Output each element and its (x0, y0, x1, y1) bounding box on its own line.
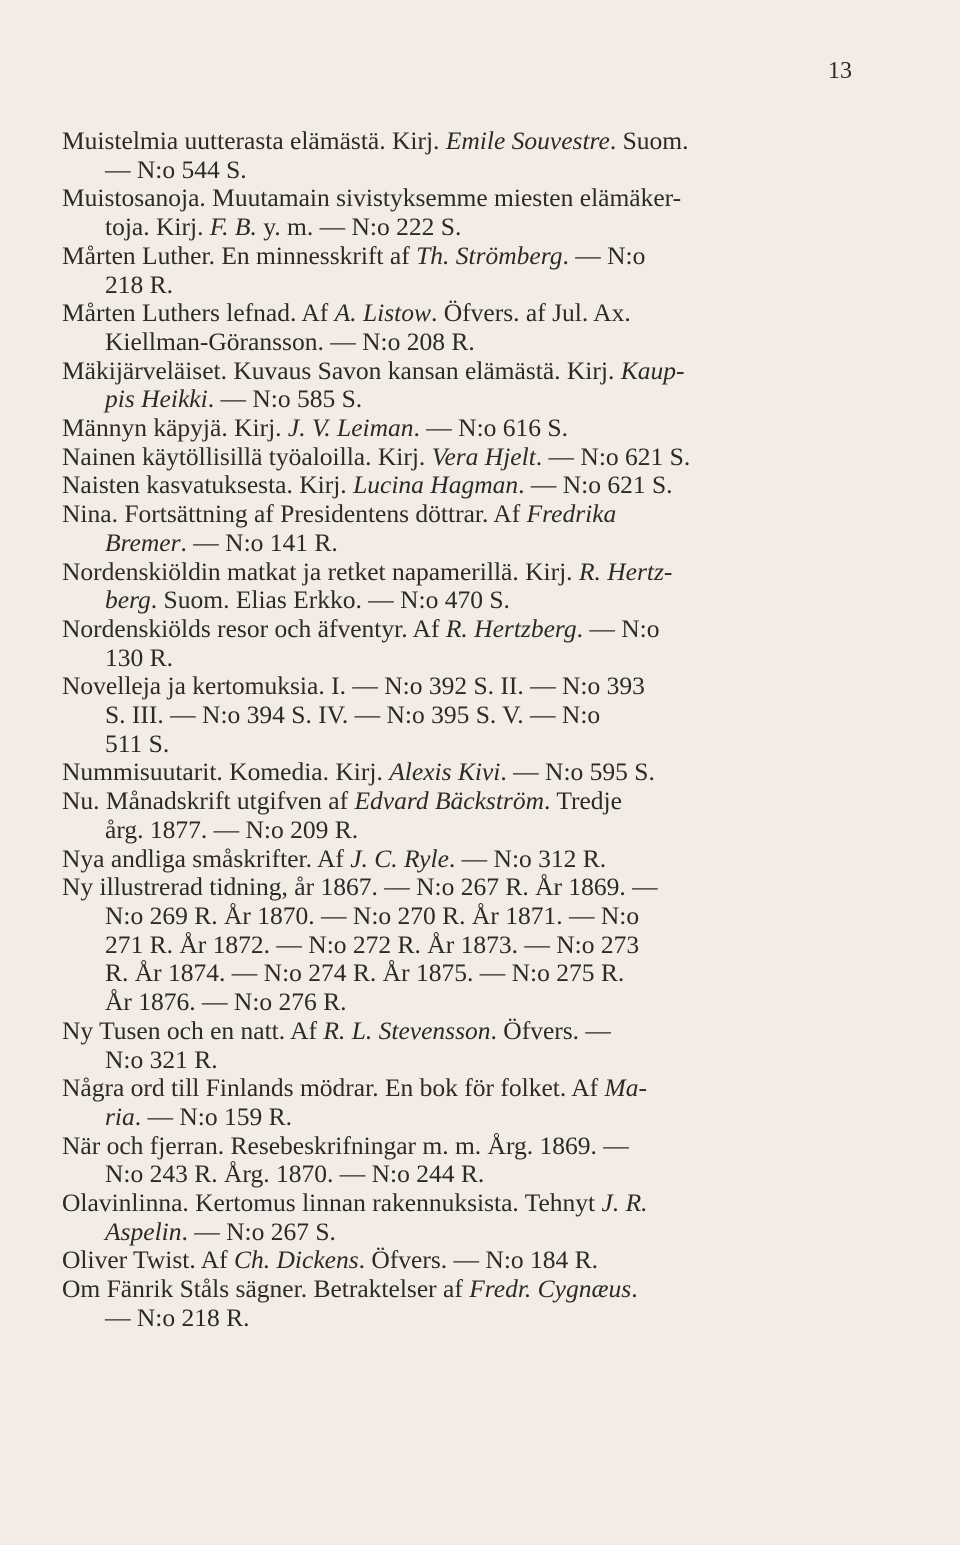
entry-text: N:o 243 R. Årg. 1870. — N:o 244 R. (105, 1159, 485, 1189)
entry-italic-text: Fredr. Cygnæus (469, 1274, 632, 1304)
entry-italic-text: pis Heikki (105, 384, 208, 414)
entry-line (62, 988, 862, 1017)
entry-text: . (631, 1274, 638, 1304)
entry-line (62, 845, 862, 874)
entry-text: 271 R. År 1872. — N:o 272 R. År 1873. — N:o 273 (105, 929, 640, 959)
entry-line (62, 1074, 862, 1103)
entry-text: Muistelmia uutterasta elämästä. Kirj. (62, 126, 446, 155)
catalog-entry (62, 758, 862, 787)
entry-text: Nummisuutarit. Komedia. Kirj. (62, 757, 390, 787)
entry-line (62, 443, 862, 472)
entry-text: 218 R. (105, 269, 174, 299)
entry-text: . — N:o 159 R. (134, 1101, 293, 1131)
entry-text: . — N:o 312 R. (448, 843, 607, 873)
entry-line (62, 931, 862, 960)
entry-text: Mäkijärveläiset. Kuvaus Savon kansan elämästä. Kirj. (62, 355, 621, 385)
entry-italic-text: Kaup- (620, 355, 685, 385)
catalog-entry (62, 1132, 862, 1189)
entry-line (62, 242, 862, 271)
entry-line (62, 1046, 862, 1075)
entry-text: Ny Tusen och en natt. Af (62, 1015, 324, 1045)
entry-line (62, 644, 862, 673)
entry-line (62, 1246, 862, 1275)
entry-line (62, 701, 862, 730)
entry-text: Nina. Fortsättning af Presidentens döttrar. Af (62, 499, 527, 529)
entry-italic-text: J. R. (601, 1188, 648, 1218)
entry-text: . Suom. Elias Erkko. — N:o 470 S. (150, 585, 510, 615)
entry-line (62, 471, 862, 500)
entry-text: . — N:o 267 S. (181, 1216, 336, 1246)
entry-italic-text: Emile Souvestre (445, 126, 610, 155)
entry-text: . Tredje (544, 786, 622, 816)
entry-line (62, 357, 862, 386)
entry-italic-text: R. Hertz- (578, 556, 673, 586)
entry-italic-text: Alexis Kivi (389, 757, 501, 787)
entry-line (62, 213, 862, 242)
catalog-entry (62, 471, 862, 500)
entry-italic-text: A. Listow (334, 298, 431, 328)
entry-line (62, 1275, 862, 1304)
entry-line (62, 500, 862, 529)
catalog-entry (62, 414, 862, 443)
entry-text: Olavinlinna. Kertomus linnan rakennuksista. Tehnyt (62, 1188, 602, 1218)
entry-line (62, 299, 862, 328)
entry-line (62, 127, 862, 156)
entry-text: . Öfvers. af Jul. Ax. (431, 298, 631, 328)
entry-text: . Suom. (609, 126, 689, 155)
entry-text: 511 S. (105, 728, 170, 758)
entry-italic-text: Fredrika (526, 499, 617, 529)
entry-text: . — N:o 621 S. (535, 441, 691, 471)
entry-italic-text: J. C. Ryle (350, 843, 449, 873)
catalog-entry (62, 615, 862, 672)
entry-text: Männyn käpyjä. Kirj. (62, 413, 288, 443)
entry-line (62, 529, 862, 558)
entry-text: När och fjerran. Resebeskrifningar m. m. Årg. 1869. — (62, 1130, 629, 1160)
catalog-entry (62, 242, 862, 299)
catalog-entry (62, 299, 862, 356)
catalog-entry (62, 845, 862, 874)
catalog-entry (62, 357, 862, 414)
entry-line (62, 1304, 862, 1333)
catalog-entry (62, 672, 862, 758)
entry-line (62, 328, 862, 357)
entry-text: toja. Kirj. (105, 212, 210, 242)
entry-italic-text: Ch. Dickens (234, 1245, 359, 1275)
entry-line (62, 184, 862, 213)
entry-text: Några ord till Finlands mödrar. En bok för folket. Af (62, 1073, 605, 1103)
entry-text: . — N:o 616 S. (413, 413, 568, 443)
entry-text: y. m. — N:o 222 S. (256, 212, 462, 242)
entry-text: — N:o 218 R. (105, 1302, 250, 1332)
catalog-entry (62, 500, 862, 557)
entry-line (62, 385, 862, 414)
entry-text: Muistosanoja. Muutamain sivistyksemme miesten elämäker- (62, 183, 682, 213)
entry-text: N:o 269 R. År 1870. — N:o 270 R. År 1871. — N:o (105, 900, 640, 930)
entry-text: N:o 321 R. (105, 1044, 218, 1074)
entry-line (62, 730, 862, 759)
entry-italic-text: Ma- (604, 1073, 647, 1103)
entry-text: . — N:o 585 S. (207, 384, 363, 414)
entry-italic-text: R. L. Stevensson (323, 1015, 491, 1045)
entry-italic-text: Vera Hjelt (431, 441, 536, 471)
entry-text: R. År 1874. — N:o 274 R. År 1875. — N:o 275 R. (105, 958, 625, 988)
entry-text: . — N:o 595 S. (500, 757, 655, 787)
entry-text: . — N:o 621 S. (518, 470, 673, 500)
entry-text: Novelleja ja kertomuksia. I. — N:o 392 S. II. — N:o 393 (62, 671, 645, 701)
entry-line (62, 873, 862, 902)
catalog-entry (62, 1189, 862, 1246)
catalog-entry (62, 1275, 862, 1332)
entry-line (62, 1189, 862, 1218)
entry-italic-text: R. Hertzberg (445, 613, 577, 643)
entry-line (62, 787, 862, 816)
entry-text: årg. 1877. — N:o 209 R. (105, 814, 359, 844)
entry-text: Naisten kasvatuksesta. Kirj. (62, 470, 354, 500)
entry-text: Nainen käytöllisillä työaloilla. Kirj. (62, 441, 432, 471)
entry-italic-text: berg (105, 585, 151, 615)
catalog-entry (62, 127, 862, 184)
entry-line (62, 959, 862, 988)
entry-line (62, 586, 862, 615)
catalog-entry (62, 558, 862, 615)
entry-text: Nya andliga småskrifter. Af (62, 843, 351, 873)
entry-line (62, 558, 862, 587)
entry-text: . Öfvers. — (490, 1015, 611, 1045)
entry-line (62, 1017, 862, 1046)
catalog-entry (62, 1246, 862, 1275)
entry-text: 130 R. (105, 642, 174, 672)
entry-line (62, 672, 862, 701)
catalog-entry (62, 443, 862, 472)
entry-italic-text: Lucina Hagman (353, 470, 519, 500)
entry-line (62, 758, 862, 787)
entry-line (62, 414, 862, 443)
catalog-entry (62, 184, 862, 241)
entry-text: Mårten Luthers lefnad. Af (62, 298, 335, 328)
entry-italic-text: Edvard Bäckström (354, 786, 545, 816)
entry-text: Mårten Luther. En minnesskrift af (62, 240, 417, 270)
entry-text: Nordenskiölds resor och äfventyr. Af (62, 613, 446, 643)
entry-line (62, 156, 862, 185)
entry-text: Kiellman-Göransson. — N:o 208 R. (105, 326, 475, 356)
entry-text: — N:o 544 S. (105, 154, 247, 184)
entry-line (62, 902, 862, 931)
catalog-entry (62, 873, 862, 1017)
entry-italic-text: Bremer (105, 527, 181, 557)
catalog-entry (62, 1017, 862, 1074)
entry-italic-text: ria (105, 1101, 135, 1131)
entry-line (62, 271, 862, 300)
entry-line (62, 615, 862, 644)
entry-line (62, 1103, 862, 1132)
entry-italic-text: Th. Strömberg (416, 240, 563, 270)
entry-text: Oliver Twist. Af (62, 1245, 234, 1275)
entry-text: . — N:o (576, 613, 660, 643)
entry-text: Om Fänrik Ståls sägner. Betraktelser af (62, 1274, 470, 1304)
catalog-entries (62, 127, 862, 1333)
entry-text: Nordenskiöldin matkat ja retket napamerillä. Kirj. (62, 556, 579, 586)
entry-text: . — N:o 141 R. (180, 527, 338, 557)
entry-text: . Öfvers. — N:o 184 R. (358, 1245, 599, 1275)
entry-line (62, 1132, 862, 1161)
catalog-entry (62, 787, 862, 844)
entry-italic-text: F. B. (209, 212, 257, 242)
entry-text: . — N:o (562, 240, 646, 270)
entry-text: År 1876. — N:o 276 R. (105, 987, 347, 1017)
entry-text: Ny illustrerad tidning, år 1867. — N:o 267 R. År 1869. — (62, 872, 658, 902)
entry-italic-text: J. V. Leiman (287, 413, 414, 443)
entry-line (62, 1218, 862, 1247)
page-number: 13 (828, 58, 852, 84)
entry-line (62, 1160, 862, 1189)
entry-text: Nu. Månadskrift utgifven af (62, 786, 355, 816)
entry-text: S. III. — N:o 394 S. IV. — N:o 395 S. V. — N:o (105, 700, 601, 730)
entry-line (62, 816, 862, 845)
catalog-entry (62, 1074, 862, 1131)
entry-italic-text: Aspelin (105, 1216, 182, 1246)
